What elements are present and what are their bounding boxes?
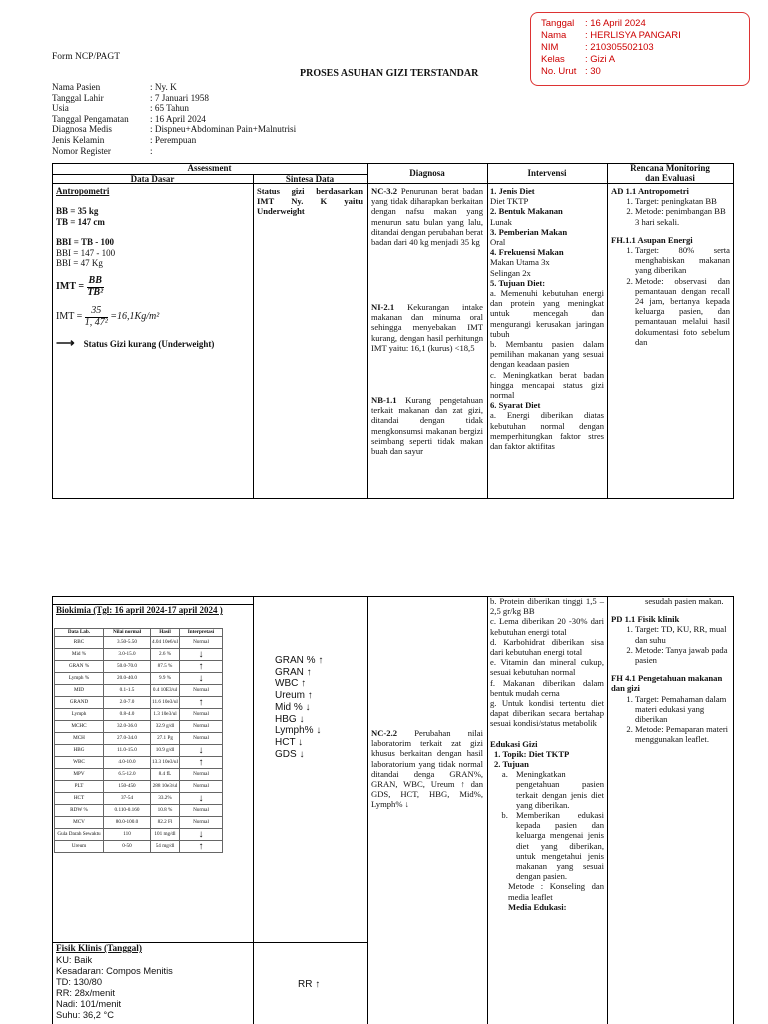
- lab-row: [55, 649, 223, 661]
- lab-interpretation: Normal: [180, 781, 223, 793]
- lab-normal-range: 0-50: [104, 841, 151, 853]
- lab-normal-range: 2.0-7.0: [104, 697, 151, 709]
- medical-diagnosis-row: Diagnosa Medis : Dispneu+Abdominan Pain+Malnutrisi: [52, 124, 297, 135]
- lab-row: [55, 733, 223, 745]
- lab-interpretation: ↓: [180, 829, 223, 841]
- form-label: Form NCP/PAGT: [52, 52, 121, 62]
- status-gizi: ⟶ Status Gizi kurang (Underweight): [56, 335, 215, 351]
- stamp-row-class: Kelas : Gizi A: [541, 54, 616, 65]
- lab-test-name: RBC: [55, 637, 104, 649]
- lab-normal-range: 32.0-36.0: [104, 721, 151, 733]
- header-sintesa: Sintesa Data: [285, 174, 335, 184]
- patient-info: [52, 82, 296, 156]
- header-data-dasar: Data Dasar: [130, 174, 175, 184]
- lab-results-table: Data Lab. Nilai normal Hasil Interpretasi RBC 3.50-5.50 4.04 10e6/ul Normal Mid % 3.0-15.0 2.6 % ↓ GRAN % 50.0-70.0 87.5 % ↑ Lymph % 20.0-40.0 9.9 % ↓ MID 0.1-1.5 0.4 10E3/ul Normal GRAND 2.0-7.0 11.6 10e3/ul ↑ Lymph 0.8-4.0 1.3 10e3/ul Normal MCHC 32.0-36.0 32.9 g/dl Normal MCH 27.0-34.0 27.1 Pg Normal HBG 11.0-15.0 10.9 g/dl ↓ WBC 4.0-10.0 13.3 10e3/ul ↑ MPV 6.5-12.0 8.4 fL Normal PLT 150-450 288 10e3/ul Normal HCT 37-54 33.2% ↓ RDW % 0.110-0.160 10.8 % Normal MCV 80.0-100.0 82.2 Fl Normal Gula Darah Sewaktu 110 101 mg/dl ↓ Ureum 0-50 54 mg/dl ↑: [54, 628, 223, 853]
- lab-interpretation: Normal: [180, 817, 223, 829]
- lab-test-name: Lymph: [55, 709, 104, 721]
- stamp-row-date: Tanggal : 16 April 2024: [541, 18, 646, 29]
- lab-result: 27.1 Pg: [151, 733, 180, 745]
- diagnosa-nc22: NC-2.2 Perubahan nilai laboratorim terkait zat gizi khusus berkaitan dengan hasil laboratorium yang tidak normal ditandai denga GRAN%, GRAN, WBC, Ureum ↑ dan GDS, HCT, HBG, Mid%, Lymph% ↓: [371, 728, 483, 810]
- lab-row: [55, 793, 223, 805]
- sintesa-rr: RR ↑: [298, 979, 321, 990]
- lab-normal-range: 20.0-40.0: [104, 673, 151, 685]
- lab-result: 54 mg/dl: [151, 841, 180, 853]
- lab-normal-range: 110: [104, 829, 151, 841]
- diagnosa-nc32: NC-3.2 Penurunan berat badan yang tidak diharapkan berkaitan dengan nafsu makan yang menurun satu bulan yang lalu, ditandai dengan perubahan berat badan dari 40 kg menjadi 35 kg: [371, 186, 483, 248]
- lab-result: 0.4 10E3/ul: [151, 685, 180, 697]
- antropometri-section: Antropometri BB = 35 kg TB = 147 cm BBI = TB - 100 BBI = 147 - 100 BBI = 47 Kg IMT = $\frac{BB}{\text{TB²}}$ IMT = $\frac{35}{\text{1, 47²}}$ =16,1Kg/m² ⟶ Status Gizi kurang (Underweight): [56, 186, 252, 349]
- lab-normal-range: 3.50-5.50: [104, 637, 151, 649]
- lab-row: [55, 697, 223, 709]
- lab-test-name: MCV: [55, 817, 104, 829]
- lab-normal-range: 27.0-34.0: [104, 733, 151, 745]
- lab-test-name: MCH: [55, 733, 104, 745]
- lab-result: 8.4 fL: [151, 769, 180, 781]
- lab-test-name: GRAN %: [55, 661, 104, 673]
- stamp-row-name: Nama : HERLISYA PANGARI: [541, 30, 681, 41]
- lab-interpretation: Normal: [180, 805, 223, 817]
- monitoring-antropometri: AD 1.1 Antropometri 1. Target: peningkatan BB 2. Metode: penimbangan BB 3 hari sekali. FH.1.1 Asupan Energi 1. Target: 80% serta menghabiskan makanan yang diberikan 2. Metode: observasi dan pemantauan dengan recall 24 jam, bertanya kepada keluarga pasien, dan pemantauan melalui hasil dokumentasi foto sebelum dan: [611, 186, 730, 347]
- intervensi-lanjutan: b. Protein diberikan tinggi 1,5 – 2,5 gr/kg BB c. Lema diberikan 20 -30% dari kebutuhan energi total d. Karbohidrat diberikan sisa dari kebutuhan energi total e. Vitamin dan mineral cukup, sesuai kebutuhan normal f. Makanan diberikan dalam bentuk mudah cerna g. Untuk kondisi tertentu diet dapat diberikan secara bertahap sesuai kondisi/status metabolik Edukasi Gizi 1. Topik: Diet TKTP 2. Tujuan a. Meningkatkan pengetahuan pasien terkait dengan jenis diet yang diberikan. b. Memberikan edukasi kepada pasien dan keluarga mengenai jenis diet yang diberikan, untuk mengetahui jenis makanan yang sesuai dengan pasien. Metode : Konseling dan media leaflet Media Edukasi:: [490, 596, 604, 912]
- lab-result: 9.9 %: [151, 673, 180, 685]
- lab-test-name: RDW %: [55, 805, 104, 817]
- lab-row: [55, 817, 223, 829]
- lab-row: [55, 769, 223, 781]
- sintesa-lab: GRAN % ↑ GRAN ↑ WBC ↑ Ureum ↑ Mid % ↓ HBG ↓ Lymph% ↓ HCT ↓ GDS ↓: [275, 655, 324, 760]
- lab-test-name: PLT: [55, 781, 104, 793]
- lab-interpretation: Normal: [180, 721, 223, 733]
- lab-normal-range: 3.0-15.0: [104, 649, 151, 661]
- lab-interpretation: ↑: [180, 757, 223, 769]
- lab-result: 32.9 g/dl: [151, 721, 180, 733]
- lab-result: 82.2 Fl: [151, 817, 180, 829]
- lab-interpretation: Normal: [180, 769, 223, 781]
- lab-result: 10.9 g/dl: [151, 745, 180, 757]
- lab-test-name: MID: [55, 685, 104, 697]
- lab-row: [55, 709, 223, 721]
- lab-result: 101 mg/dl: [151, 829, 180, 841]
- lab-result: 13.3 10e3/ul: [151, 757, 180, 769]
- lab-row: [55, 661, 223, 673]
- imt-calculation: IMT = $\frac{35}{\text{1, 47²}}$ =16,1Kg/m²: [56, 305, 160, 328]
- lab-result: 4.04 10e6/ul: [151, 637, 180, 649]
- lab-result: 11.6 10e3/ul: [151, 697, 180, 709]
- lab-interpretation: Normal: [180, 709, 223, 721]
- document-title: PROSES ASUHAN GIZI TERSTANDAR: [300, 68, 479, 79]
- student-info-stamp: [530, 12, 750, 86]
- lab-normal-range: 50.0-70.0: [104, 661, 151, 673]
- lab-test-name: WBC: [55, 757, 104, 769]
- lab-test-name: Ureum: [55, 841, 104, 853]
- fisik-klinis-section: Fisik Klinis (Tanggal) KU: Baik Kesadaran: Compos Menitis TD: 130/80 RR: 28x/menit Nadi: 101/menit Suhu: 36,2 °C: [56, 944, 173, 1020]
- lab-row: [55, 745, 223, 757]
- lab-interpretation: Normal: [180, 637, 223, 649]
- lab-normal-range: 80.0-100.0: [104, 817, 151, 829]
- lab-row: [55, 685, 223, 697]
- lab-test-name: MCHC: [55, 721, 104, 733]
- lab-normal-range: 0.8-4.0: [104, 709, 151, 721]
- lab-row: [55, 841, 223, 853]
- lab-interpretation: ↑: [180, 697, 223, 709]
- header-diagnosa: Diagnosa: [409, 168, 445, 178]
- lab-normal-range: 11.0-15.0: [104, 745, 151, 757]
- biokimia-title: Biokimia (Tgl: 16 april 2024-17 april 2024 ): [56, 605, 223, 615]
- lab-interpretation: ↓: [180, 793, 223, 805]
- lab-interpretation: ↑: [180, 841, 223, 853]
- header-intervensi: Intervensi: [527, 168, 567, 178]
- lab-row: [55, 805, 223, 817]
- lab-test-name: GRAND: [55, 697, 104, 709]
- lab-test-name: HCT: [55, 793, 104, 805]
- diagnosa-ni21: NI-2.1 Kekurangan intake makanan dan minuma oral sehingga menyebakan IMT kurang, dengan hasil perhitungn IMT yaitu: 16,1 (kurus) <18,5: [371, 302, 483, 353]
- lab-normal-range: 0.1-1.5: [104, 685, 151, 697]
- patient-name-row: Nama Pasien : Ny. K: [52, 82, 177, 92]
- lab-normal-range: 6.5-12.0: [104, 769, 151, 781]
- lab-normal-range: 37-54: [104, 793, 151, 805]
- lab-row: [55, 781, 223, 793]
- lab-row: [55, 829, 223, 841]
- lab-interpretation: ↓: [180, 745, 223, 757]
- lab-interpretation: Normal: [180, 685, 223, 697]
- lab-normal-range: 150-450: [104, 781, 151, 793]
- lab-result: 288 10e3/ul: [151, 781, 180, 793]
- lab-result: 33.2%: [151, 793, 180, 805]
- lab-interpretation: ↓: [180, 673, 223, 685]
- patient-age-row: Usia : 65 Tahun: [52, 103, 189, 114]
- imt-formula: IMT = $\frac{BB}{\text{TB²}}$: [56, 275, 104, 298]
- lab-test-name: HBG: [55, 745, 104, 757]
- lab-test-name: Lymph %: [55, 673, 104, 685]
- patient-dob-row: Tanggal Lahir : 7 Januari 1958: [52, 92, 209, 103]
- lab-interpretation: ↓: [180, 649, 223, 661]
- header-assessment: Assessment: [187, 163, 232, 173]
- gender-row: Jenis Kelamin : Perempuan: [52, 134, 197, 145]
- lab-interpretation: ↑: [180, 661, 223, 673]
- monitoring-lanjutan: sesudah pasien makan. PD 1.1 Fisik klinik 1. Target: TD, KU, RR, mual dan suhu 2. Metode: Tanya jawab pada pasien FH 4.1 Pengetahuan makanan dan gizi 1. Target: Pemahaman dalam materi edukasi yang diberikan 2. Metode: Pemaparan materi menggunakan leaflet.: [611, 596, 730, 745]
- observation-date-row: Tanggal Pengamatan : 16 April 2024: [52, 113, 206, 124]
- sintesa-imt: Status gizi berdasarkan IMT Ny. K yaitu Underweight: [257, 186, 363, 217]
- lab-test-name: MPV: [55, 769, 104, 781]
- intervensi-diet: 1. Jenis Diet Diet TKTP 2. Bentuk Makanan Lunak 3. Pemberian Makan Oral 4. Frekuensi Makan Makan Utama 3x Selingan 2x 5. Tujuan Diet: a. Memenuhi kebutuhan energi dan protein yang meningkat untuk mencegah dan mengurangi kerusakan jaringan tubuh b. Membantu pasien dalam pemilihan makanan yang sesuai dengan keadaan pasien c. Meningkatkan berat badan hingga mencapai status gizi normal 6. Syarat Diet a. Energi diberikan diatas kebutuhan normal dengan memperhitungkan faktor stres dan faktor aktifitas: [490, 186, 604, 452]
- lab-interpretation: Normal: [180, 733, 223, 745]
- lab-normal-range: 4.0-10.0: [104, 757, 151, 769]
- register-number-row: Nomor Register :: [52, 145, 153, 156]
- lab-result: 87.5 %: [151, 661, 180, 673]
- stamp-row-number: No. Urut : 30: [541, 66, 601, 77]
- lab-test-name: Mid %: [55, 649, 104, 661]
- lab-result: 10.8 %: [151, 805, 180, 817]
- lab-row: [55, 721, 223, 733]
- header-monitoring: Rencana Monitoring dan Evaluasi: [630, 163, 710, 183]
- lab-row: [55, 757, 223, 769]
- stamp-row-nim: NIM : 210305502103: [541, 42, 654, 53]
- lab-row: [55, 637, 223, 649]
- lab-normal-range: 0.110-0.160: [104, 805, 151, 817]
- lab-result: 2.6 %: [151, 649, 180, 661]
- lab-result: 1.3 10e3/ul: [151, 709, 180, 721]
- diagnosa-nb11: NB-1.1 Kurang pengetahuan terkait makanan dan zat gizi, ditandai dengan tidak mengkonsumsi makanan bergizi seimbang seperti tidak makan buah dan sayur: [371, 395, 483, 457]
- arrow-right-icon: ⟶: [56, 335, 75, 351]
- lab-row: [55, 673, 223, 685]
- lab-test-name: Gula Darah Sewaktu: [55, 829, 104, 841]
